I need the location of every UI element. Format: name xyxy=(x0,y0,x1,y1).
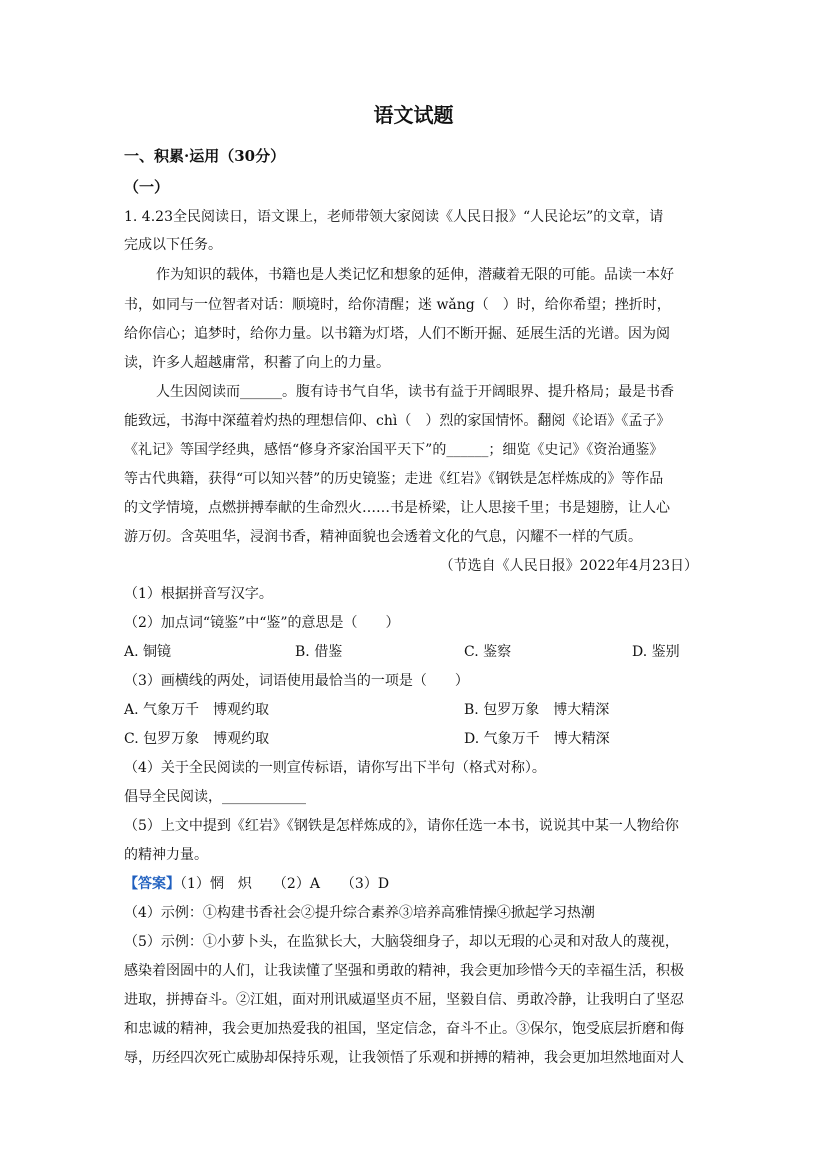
passage-line: 书，如同与一位智者对话：顺境时，给你清醒；迷 wǎng（ ）时，给你希望；挫折时， xyxy=(124,297,671,313)
question-stem: 1. 4.23全民阅读日，语文课上，老师带领大家阅读《人民日报》“人民论坛”的文章，请 xyxy=(124,209,664,225)
answer-blank-line: 倡导全民阅读，____________ xyxy=(124,789,306,805)
sub-question: 的精神力量。 xyxy=(124,847,208,863)
option-c: C. 包罗万象 博观约取 xyxy=(124,731,270,747)
option-d: D. 鉴别 xyxy=(632,644,680,660)
answer-line: 辱，历经四次死亡威胁却保持乐观，让我领悟了乐观和拼搏的精神，我会更加坦然地面对人 xyxy=(124,1050,684,1066)
passage-line: 游万仞。含英咀华，浸润书香，精神面貌也会透着文化的气息，闪耀不一样的气质。 xyxy=(124,529,642,545)
passage-source: （节选自《人民日报》2022年4月23日） xyxy=(439,558,698,574)
option-b: B. 借鉴 xyxy=(295,644,343,660)
subsection-heading: （一） xyxy=(124,178,170,196)
sub-question: （4）关于全民阅读的一则宣传标语，请你写出下半句（格式对称）。 xyxy=(124,760,546,776)
answer-line: （5）示例：①小萝卜头，在监狱长大，大脑袋细身子，却以无瑕的心灵和对敌人的蔑视， xyxy=(124,934,679,950)
option-b: B. 包罗万象 博大精深 xyxy=(464,702,610,718)
passage-line: 等古代典籍，获得“可以知兴替”的历史镜鉴；走进《红岩》《钢铁是怎样炼成的》等作品 xyxy=(124,471,664,487)
passage-line: 能致远，书海中深蕴着灼热的理想信仰、chì（ ）烈的家国情怀。翻阅《论语》《孟子》 xyxy=(124,413,671,429)
sub-question: （2）加点词“镜鉴”中“鉴”的意思是（ ） xyxy=(124,615,400,631)
passage-line: 《礼记》等国学经典，感悟“修身齐家治国平天下”的______；细览《史记》《资治通鉴》 xyxy=(124,442,664,458)
answer-line xyxy=(124,874,714,894)
question-stem: 完成以下任务。 xyxy=(124,237,222,253)
answer-line: 进取，拼搏奋斗。②江姐，面对刑讯威逼坚贞不屈，坚毅自信、勇敢冷静，让我明白了坚忍 xyxy=(124,992,684,1008)
option-a: A. 铜镜 xyxy=(124,644,172,660)
answer-text: （1）惘 炽 （2）A （3）D xyxy=(180,876,390,892)
option-c: C. 鉴察 xyxy=(464,644,512,660)
passage-line: 给你信心；追梦时，给你力量。以书籍为灯塔，人们不断开掘、延展生活的光谱。因为阅 xyxy=(124,326,670,342)
answer-line: 感染着囹圄中的人们，让我读懂了坚强和勇敢的精神，我会更加珍惜今天的幸福生活，积极 xyxy=(124,963,684,979)
option-d: D. 气象万千 博大精深 xyxy=(464,731,610,747)
passage-line: 读，许多人超越庸常，积蓄了向上的力量。 xyxy=(124,355,390,371)
answer-line: （4）示例：①构建书香社会②提升综合素养③培养高雅情操④掀起学习热潮 xyxy=(124,905,595,921)
answer-tag: 【答案】 xyxy=(124,876,180,892)
page-title: 语文试题 xyxy=(373,103,454,127)
passage-line: 作为知识的载体，书籍也是人类记忆和想象的延伸，潜藏着无限的可能。品读一本好 xyxy=(156,267,674,283)
passage-line: 人生因阅读而______。腹有诗书气自华，读书有益于开阔眼界、提升格局；最是书香 xyxy=(156,384,674,400)
passage-line: 的文学情境，点燃拼搏奉献的生命烈火……书是桥梁，让人思接千里；书是翅膀，让人心 xyxy=(124,500,670,516)
sub-question: （5）上文中提到《红岩》《钢铁是怎样炼成的》，请你任选一本书，说说其中某一人物给你 xyxy=(124,818,679,834)
sub-question: （3）画横线的两处，词语使用最恰当的一项是（ ） xyxy=(124,673,469,689)
answer-line: 和忠诚的精神，我会更加热爱我的祖国，坚定信念，奋斗不止。③保尔，饱受底层折磨和侮 xyxy=(124,1021,684,1037)
option-a: A. 气象万千 博观约取 xyxy=(124,702,270,718)
sub-question: （1）根据拼音写汉字。 xyxy=(124,586,273,602)
section-heading: 一、积累·运用（30分） xyxy=(124,147,286,165)
